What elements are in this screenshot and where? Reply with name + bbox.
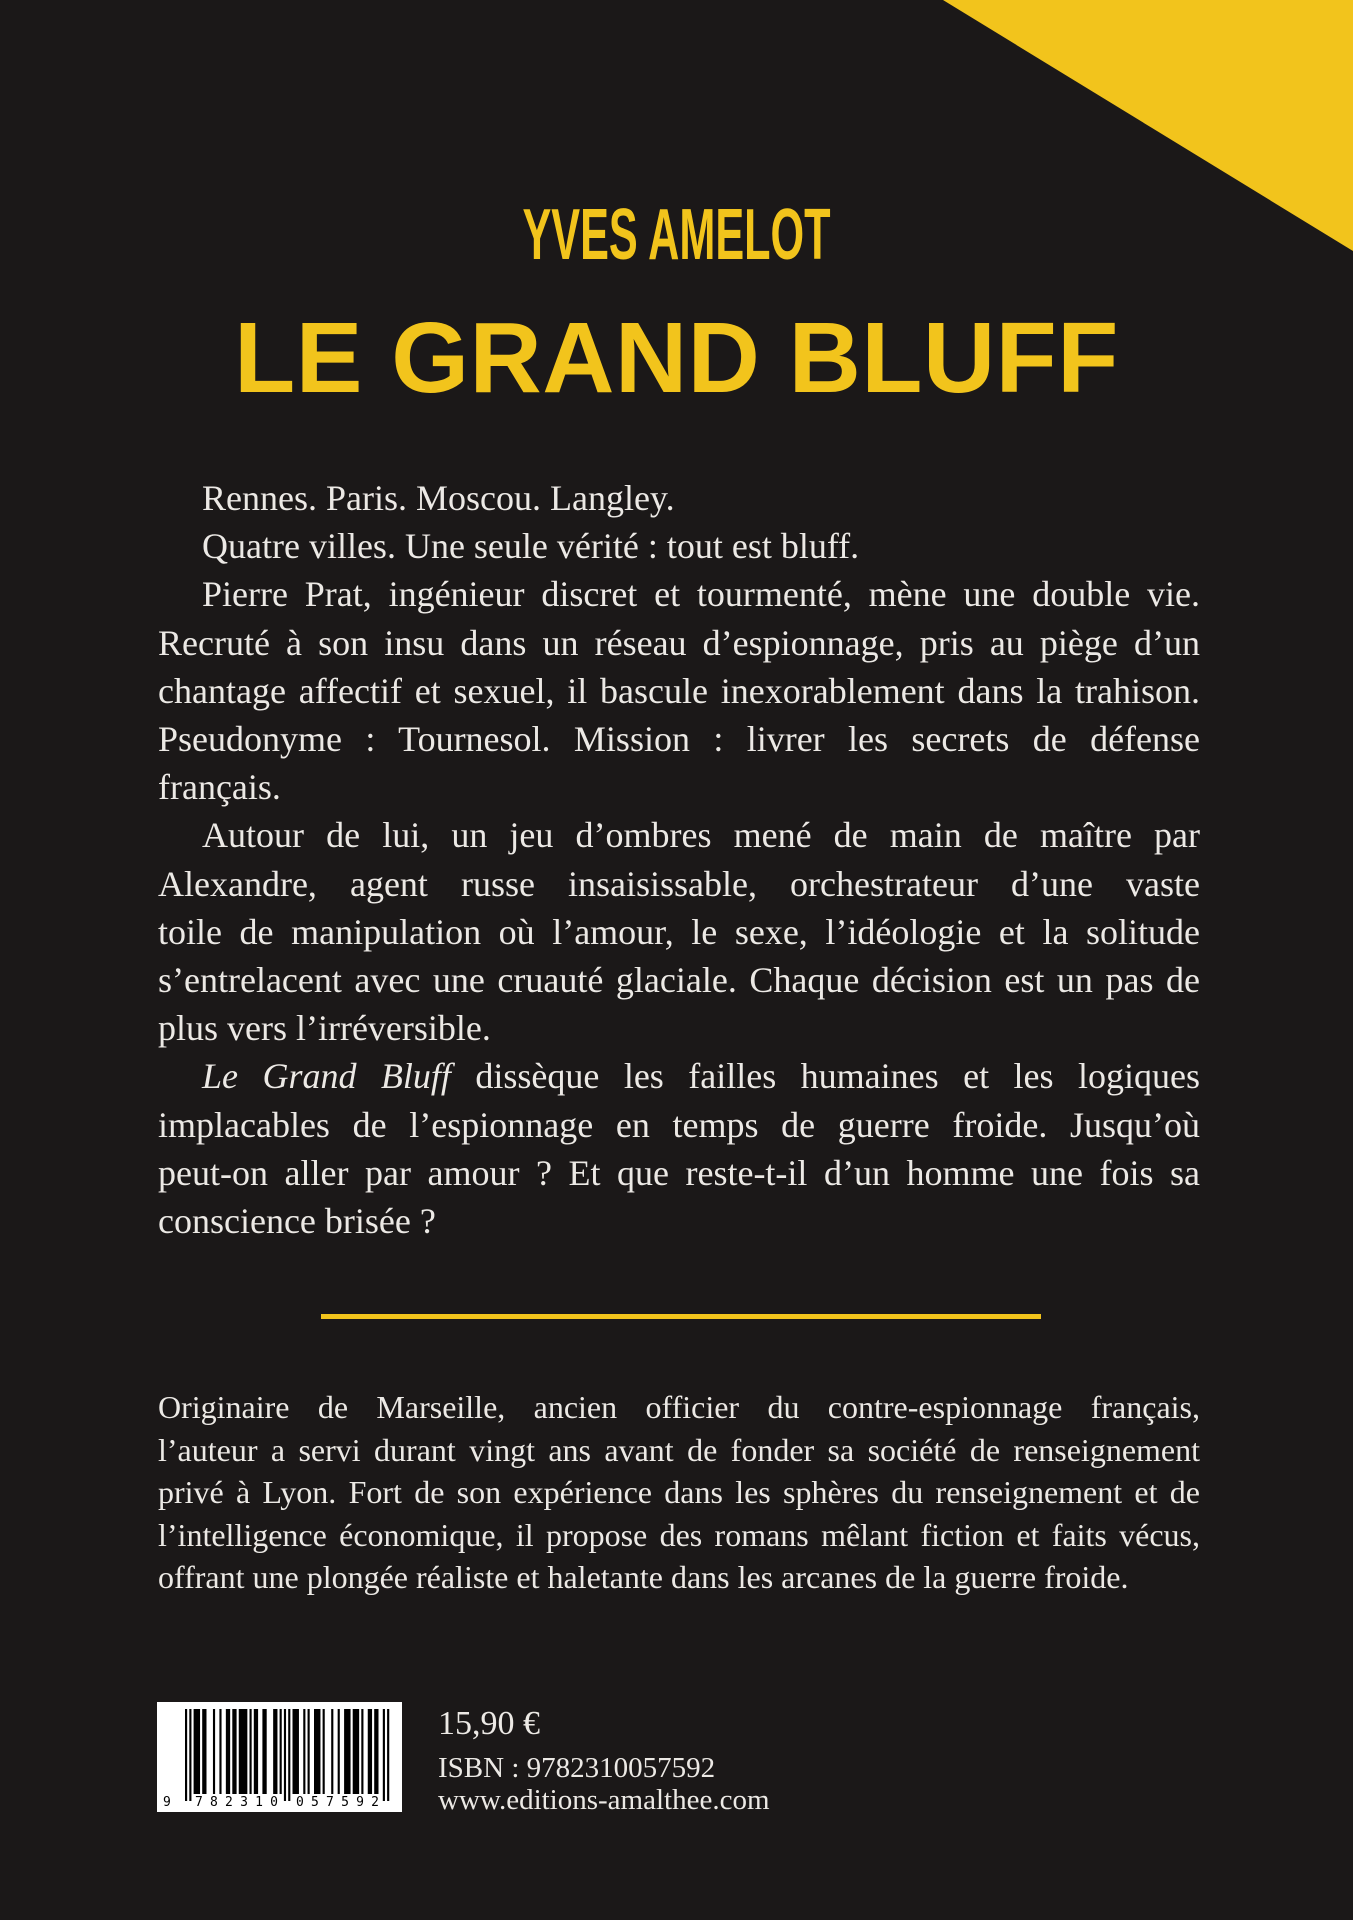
blurb-line: Pierre Prat, ingénieur discret et tourmenté, mène une double vie. [202, 574, 1200, 615]
barcode-bar [226, 1709, 230, 1794]
blurb-line: peut-on aller par amour ? Et que reste-t-il d’un homme une fois sa [158, 1152, 1200, 1193]
yellow-divider [321, 1314, 1041, 1319]
blurb-line: Quatre villes. Une seule vérité : tout est bluff. [202, 526, 860, 567]
barcode [157, 1702, 402, 1812]
barcode-bar [194, 1709, 200, 1794]
blurb-line [202, 1052, 1200, 1100]
blurb-line: Recruté à son insu dans un réseau d’espionnage, pris au piège d’un [158, 622, 1200, 663]
blurb-line: implacables de l’espionnage en temps de guerre froide. Jusqu’où [158, 1104, 1200, 1145]
blurb-line: plus vers l’irréversible. [158, 1008, 491, 1049]
author-bio-line: Originaire de Marseille, ancien officier du contre-espionnage français, [158, 1389, 1200, 1425]
barcode-right-digits: 057592 [296, 1795, 387, 1810]
barcode-bar [314, 1709, 320, 1794]
blurb-line: Rennes. Paris. Moscou. Langley. [202, 478, 675, 518]
blurb-line: Autour de lui, un jeu d’ombres mené de main de maître par [202, 815, 1200, 856]
barcode-first-digit: 9 [163, 1795, 171, 1810]
blurb-line: chantage affectif et sexuel, il bascule inexorablement dans la trahison. [158, 670, 1200, 711]
barcode-bar [383, 1709, 385, 1801]
book-title-italic: Le Grand Bluff [202, 1056, 451, 1097]
author-bio-line: privé à Lyon. Fort de son expérience dans les sphères du renseignement et de [158, 1474, 1200, 1510]
barcode-bar [262, 1709, 266, 1794]
barcode-bar [254, 1709, 258, 1794]
barcode-bar [331, 1709, 333, 1794]
barcode-bar [219, 1709, 221, 1794]
barcode-bar [232, 1709, 236, 1794]
blurb-line: Pseudonyme : Tournesol. Mission : livrer les secrets de défense [158, 719, 1200, 759]
barcode-bar [273, 1709, 277, 1794]
barcode-bar [387, 1709, 389, 1801]
barcode-bar [368, 1709, 372, 1794]
cover-author-name: YVES AMELOT [522, 195, 831, 275]
publisher-website: www.editions-amalthee.com [438, 1784, 770, 1816]
barcode-bar [374, 1709, 378, 1794]
barcode-bar [338, 1709, 340, 1794]
barcode-bar [344, 1709, 350, 1794]
barcode-left-digits: 782310 [195, 1795, 286, 1810]
isbn: ISBN : 9782310057592 [438, 1752, 716, 1784]
blurb-line: toile de manipulation où l’amour, le sexe, l’idéologie et la solitude [158, 911, 1200, 952]
blurb-line-text: dissèque les failles humaines et les logiques [450, 1056, 1200, 1097]
barcode-bar [239, 1709, 248, 1794]
blurb-line: Alexandre, agent russe insaisissable, orchestrateur d’une vaste [158, 863, 1200, 904]
blurb-line: conscience brisée ? [158, 1201, 436, 1241]
barcode-bar [280, 1709, 282, 1794]
barcode-bar [308, 1709, 310, 1794]
barcode-bar [250, 1709, 252, 1794]
author-bio-line: offrant une plongée réaliste et haletante dans les arcanes de la guerre froide. [158, 1559, 1129, 1595]
author-bio-line: l’intelligence économique, il propose des romans mêlant fiction et faits vécus, [158, 1516, 1200, 1553]
cover-title: LE GRAND BLUFF [234, 302, 1119, 414]
barcode-bar [293, 1709, 299, 1794]
barcode-bar [288, 1709, 290, 1801]
blurb-line: français. [158, 767, 281, 808]
barcode-bar [189, 1709, 191, 1801]
author-bio-line: l’auteur a servi durant vingt ans avant de fonder sa société de renseignement [158, 1431, 1200, 1468]
barcode-bar [202, 1709, 206, 1794]
barcode-bar [303, 1709, 305, 1794]
price: 15,90 € [438, 1705, 540, 1742]
blurb-line: s’entrelacent avec une cruauté glaciale. Chaque décision est un pas de [158, 960, 1200, 1000]
barcode-bar [323, 1709, 325, 1794]
barcode-bar [284, 1709, 286, 1801]
barcode-bar [353, 1709, 359, 1794]
barcode-bar [213, 1709, 215, 1794]
barcode-bar [185, 1709, 187, 1801]
barcode-bar [361, 1709, 363, 1794]
